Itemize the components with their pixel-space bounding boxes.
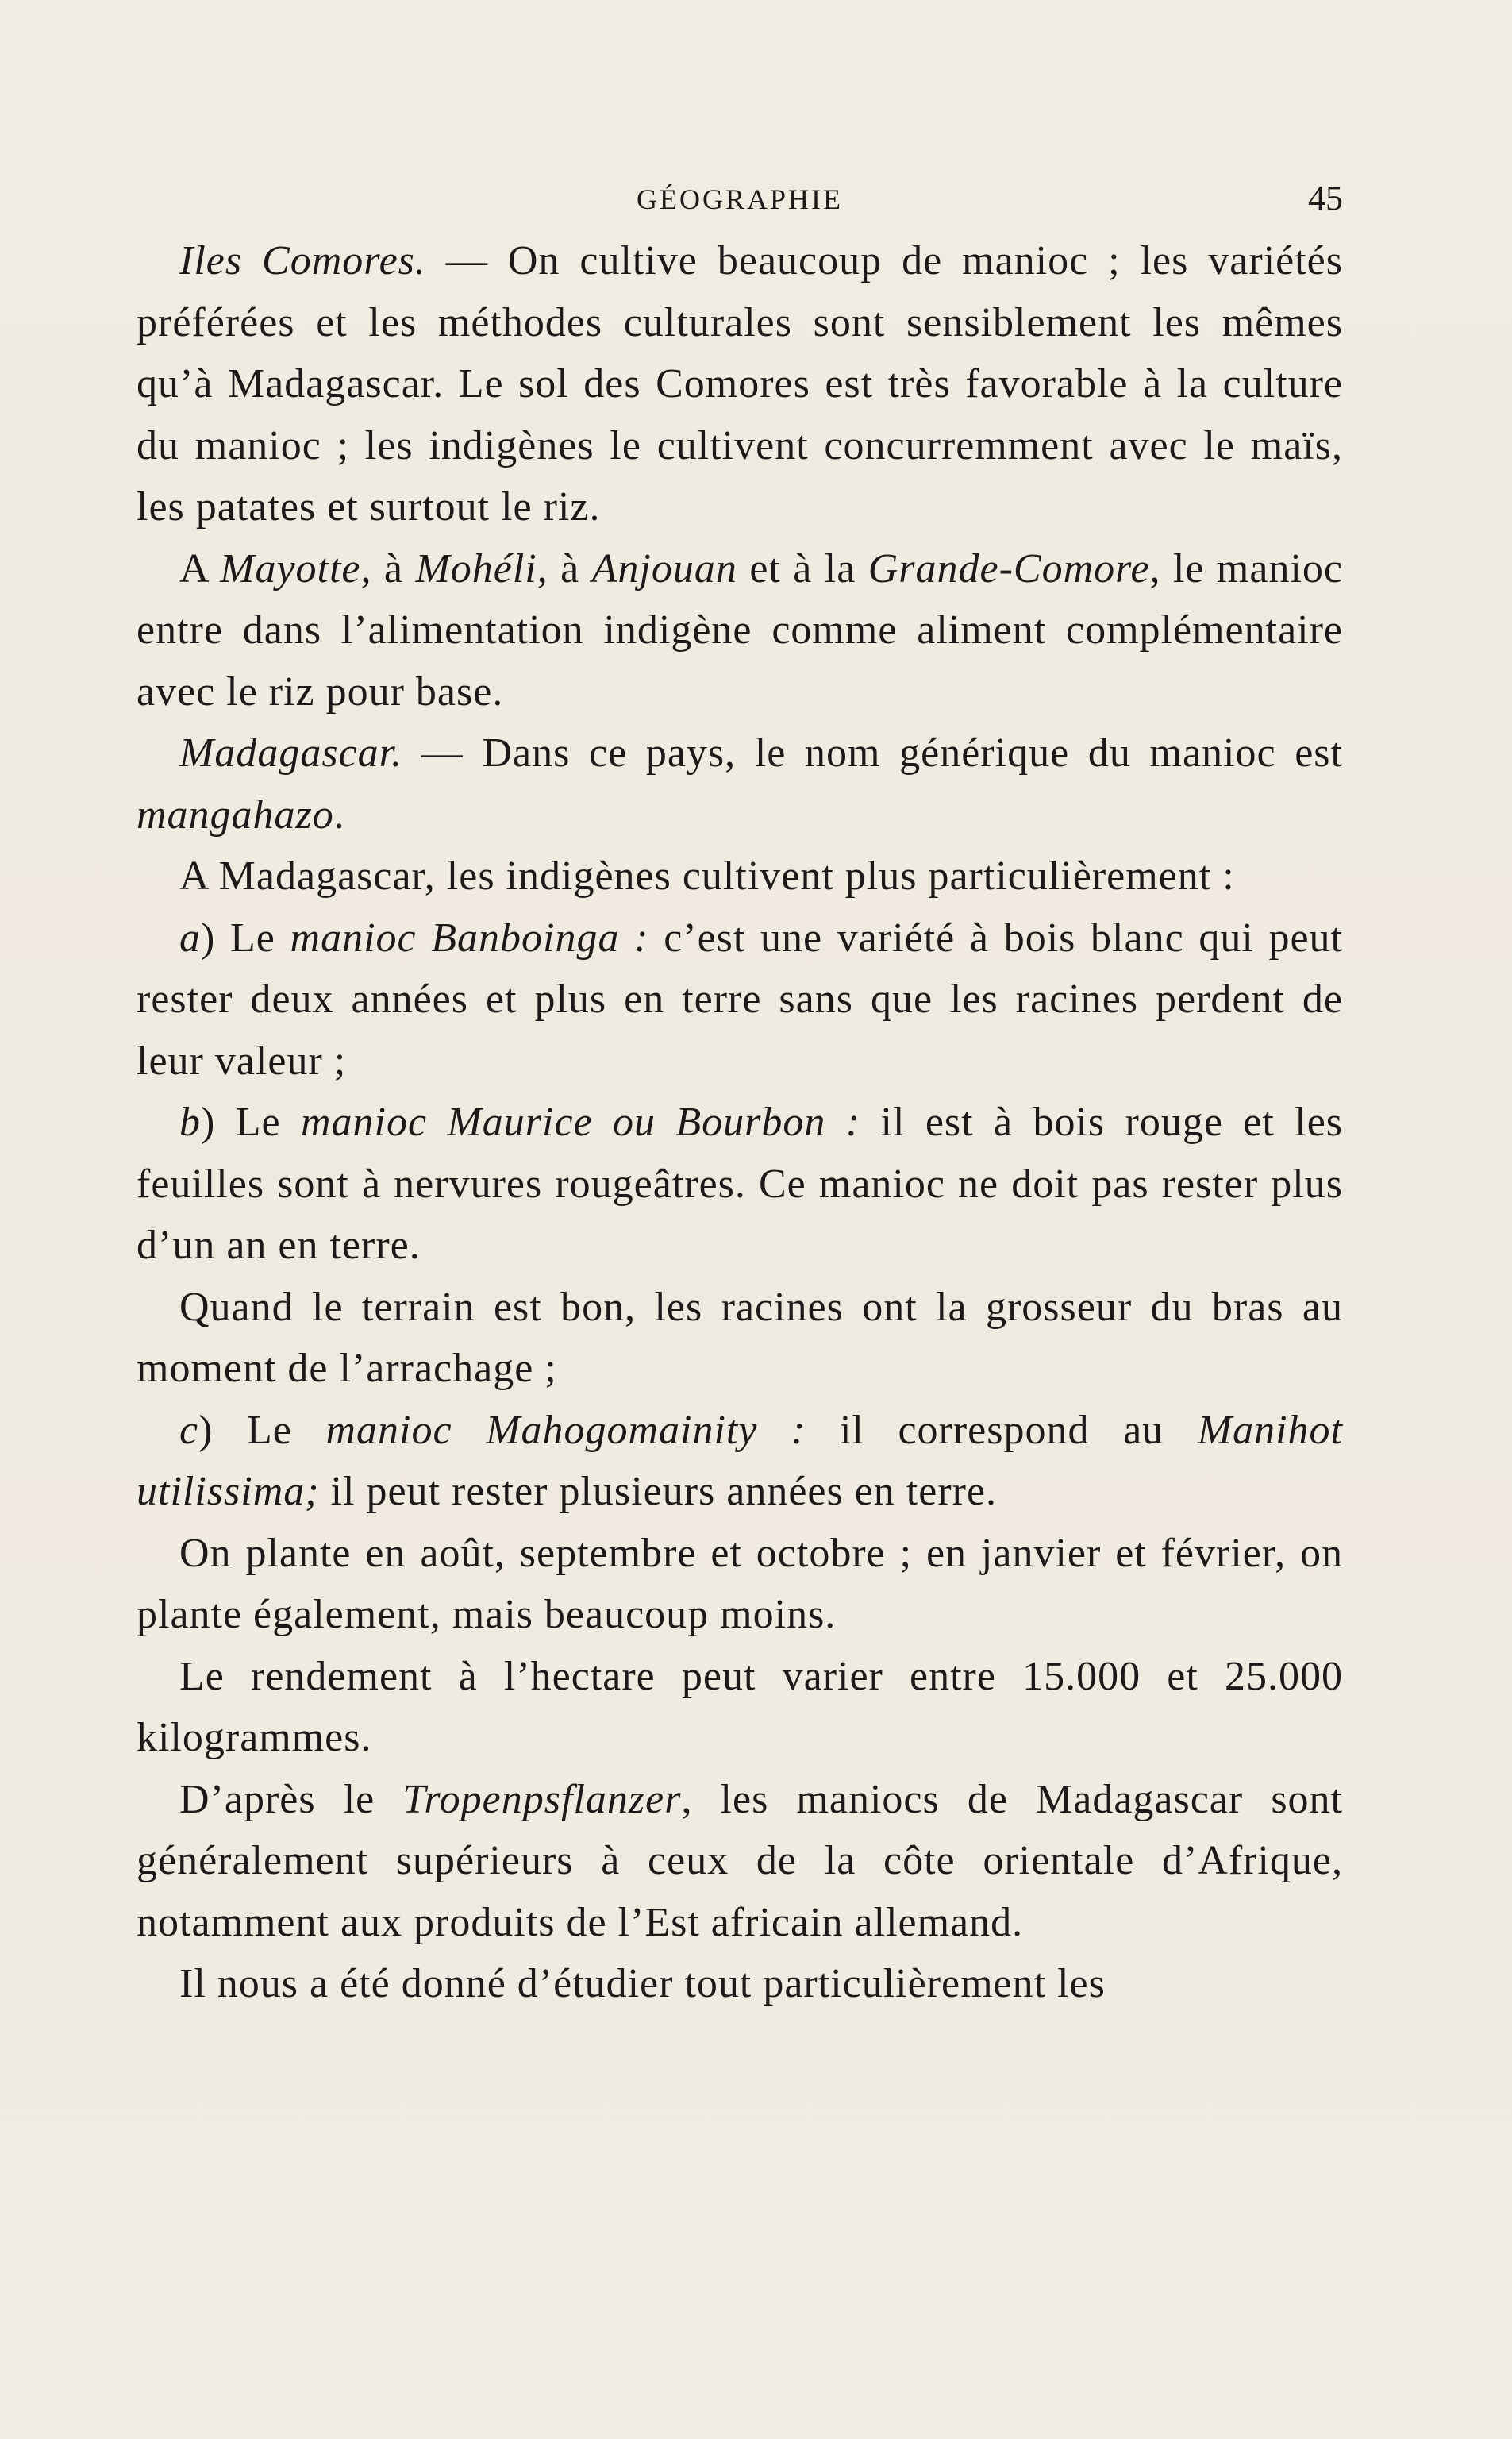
paragraph-planting [137,1523,1343,1646]
text-span: il est à bois rouge et les feuilles sont à nervures rougeâtres. Ce manioc ne doit pas rester plus d’un an en terre. [137,1100,1344,1268]
text-span: il peut rester plusieurs années en terre. [319,1469,998,1514]
place-name-anjouan: Anjouan [591,545,737,591]
paragraph-intro-list [137,846,1343,907]
paragraph-mayotte [137,538,1343,723]
paragraph-iles-comores [137,230,1343,538]
paragraph-text: Quand le terrain est bon, les racines ont la grosseur du bras au moment de l’arrachage ; [137,1284,1343,1391]
list-label-b: b [179,1100,201,1145]
text-span: ) Le [201,1100,301,1145]
paragraph-text: A Madagascar, les indigènes cultivent plus particulièrement : [179,853,1235,899]
paragraph-text: Il nous a été donné d’étudier tout particulièrement les [179,1961,1106,2006]
text-span: ) Le [201,915,290,961]
page-header [137,168,1343,216]
list-label-c: c [179,1407,199,1453]
variety-banboinga: manioc Banboinga : [290,915,649,961]
paragraph-terrain [137,1277,1343,1400]
journal-title: Tropenpsflanzer [402,1776,682,1822]
text-span: il correspond au [806,1407,1198,1453]
species-manihot-utilissima: Manihot utilissima; [137,1407,1343,1514]
text-span: A [179,545,221,591]
paragraph-madagascar [137,722,1343,846]
term-mangahazo: mangahazo [137,792,334,838]
text-span: , à [360,545,416,591]
list-item-a [137,907,1343,1092]
list-item-b [137,1092,1343,1277]
variety-maurice-bourbon: manioc Maurice ou Bourbon : [300,1100,861,1145]
text-span: . [333,792,345,838]
list-label-a: a [179,915,201,961]
place-name-mayotte: Mayotte [220,545,361,591]
paragraph-yield [137,1646,1343,1769]
page-number: 45 [1308,179,1343,218]
section-heading-iles-comores: Iles Comores. [179,238,426,283]
text-span: , les maniocs de Madagascar sont généralement supérieurs à ceux de la côte orientale d’Afrique, notamment aux produits de l’Est africain allemand. [137,1776,1343,1945]
paragraph-text: On plante en août, septembre et octobre ; en janvier et février, on plante également, mais beaucoup moins. [137,1530,1343,1637]
paragraph-text: Le rendement à l’hectare peut varier entre 15.000 et 25.000 kilogrammes. [137,1653,1343,1760]
text-span: c’est une variété à bois blanc qui peut rester deux années et plus en terre sans que les racines perdent de leur valeur ; [137,915,1344,1084]
running-title: GÉOGRAPHIE [637,183,843,215]
text-span: , à [537,545,592,591]
text-span: , le manioc entre dans l’alimentation indigène comme aliment complémentaire avec le riz pour base. [137,545,1343,715]
text-span: ) Le [198,1407,326,1453]
variety-mahogomainity: manioc Mahogomainity : [325,1407,806,1453]
body-text [137,230,1343,2015]
section-heading-madagascar: Madagascar. [179,730,403,776]
text-span: — Dans ce pays, le nom générique du manioc est [402,730,1343,776]
list-item-c [137,1400,1343,1523]
text-span: et à la [737,545,868,591]
text-span: D’après le [179,1776,403,1822]
paragraph-text: — On cultive beaucoup de manioc ; les variétés préférées et les méthodes culturales sont sensiblement les mêmes qu’à Madagascar. Le sol des Comores est très favorable à la culture du manioc ; les indigènes le cultivent concurremment avec le maïs, les patates et surtout le riz. [137,238,1343,530]
paragraph-final [137,1953,1343,2015]
place-name-moheli: Mohéli [415,545,537,591]
paragraph-tropenpsflanzer [137,1769,1343,1954]
place-name-grande-comore: Grande-Comore [868,545,1150,591]
